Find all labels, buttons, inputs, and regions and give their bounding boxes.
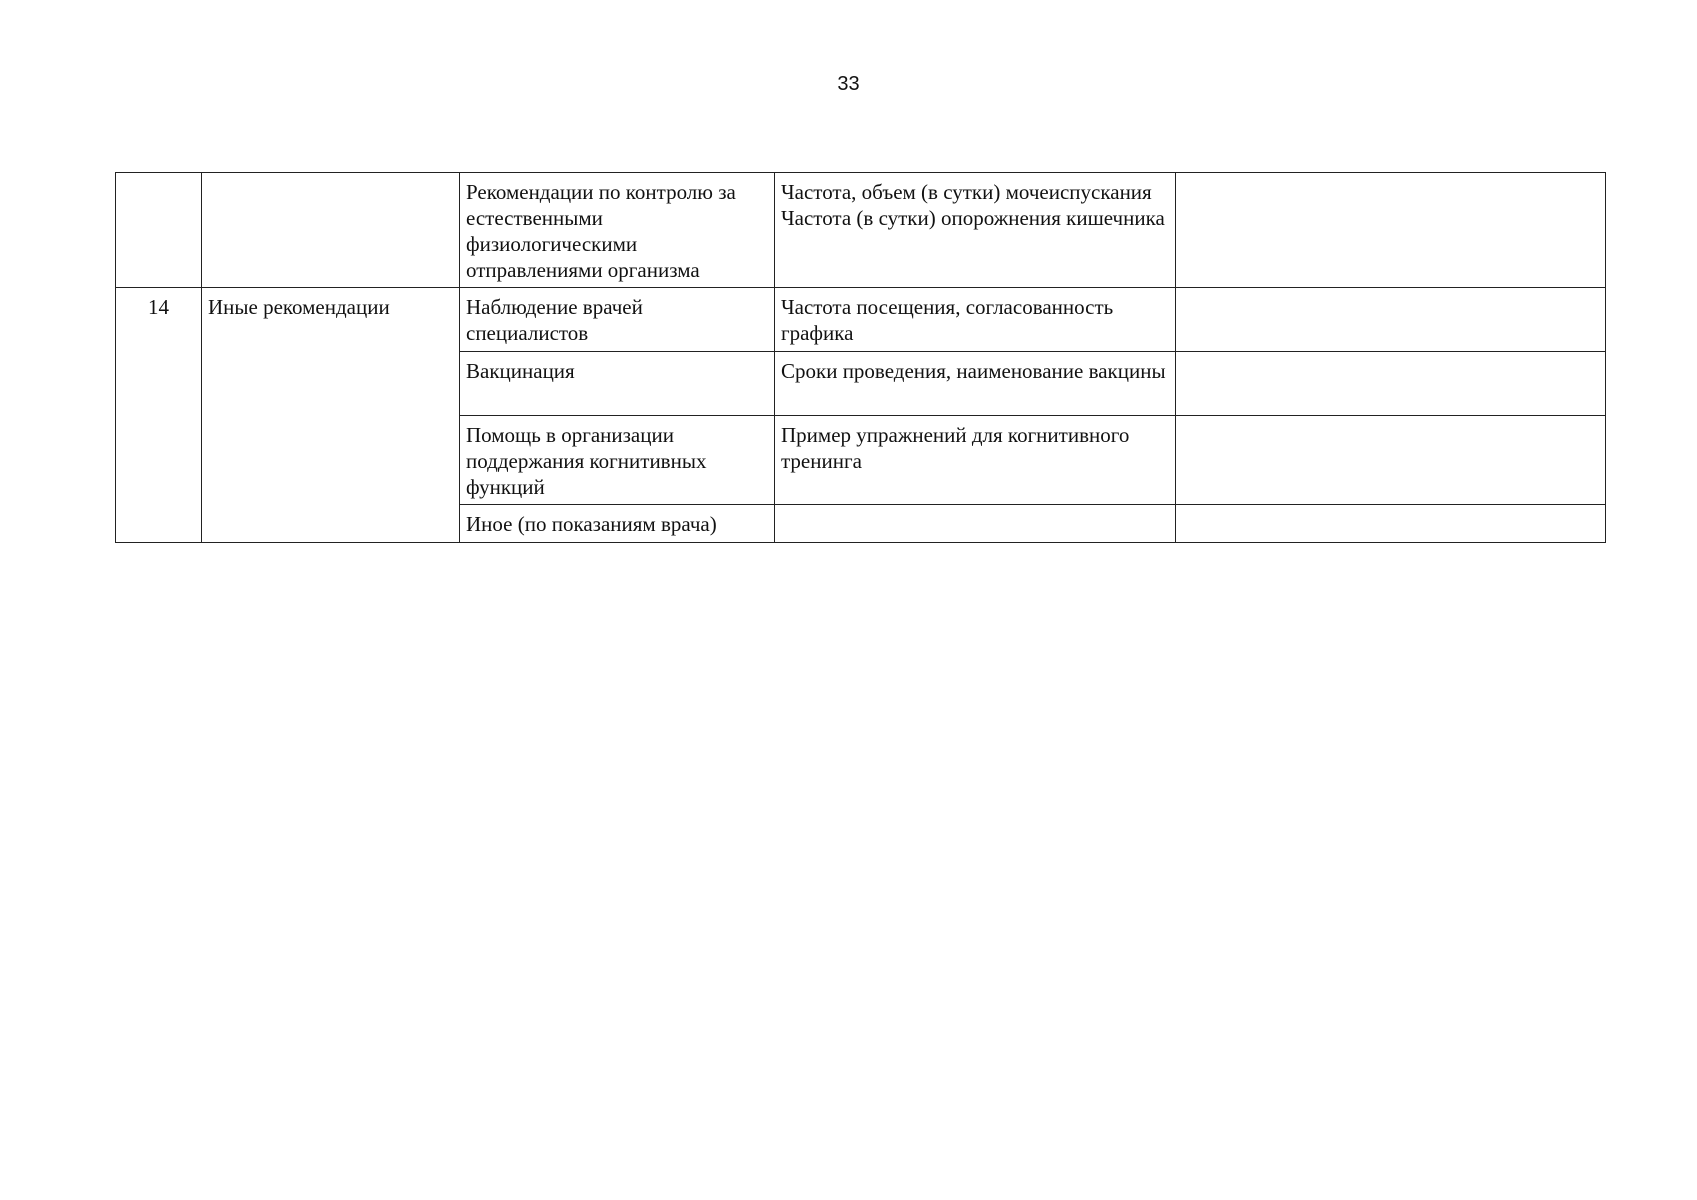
parameters-cell — [775, 416, 1176, 505]
table-row — [116, 173, 1606, 288]
category-cell — [202, 173, 460, 288]
note-cell — [1176, 352, 1606, 416]
parameters-cell — [775, 352, 1176, 416]
parameter-line: Пример упражнений для когнитивного тренинга — [781, 423, 1130, 473]
parameters-cell — [775, 288, 1176, 352]
parameter-line: Частота, объем (в сутки) мочеиспускания — [781, 180, 1152, 204]
parameters-cell — [775, 173, 1176, 288]
recommendation-cell: Вакцинация — [460, 352, 775, 416]
parameter-line: Частота посещения, согласованность графика — [781, 295, 1114, 345]
parameter-line: Частота (в сутки) опорожнения кишечника — [781, 206, 1165, 230]
row-number-cell — [116, 173, 202, 288]
recommendation-cell: Наблюдение врачей специалистов — [460, 288, 775, 352]
page-number: 33 — [837, 73, 860, 95]
recommendations-table — [115, 172, 1606, 543]
note-cell — [1176, 416, 1606, 505]
recommendation-cell: Помощь в организации поддержания когнитивных функций — [460, 416, 775, 505]
row-number-cell: 14 — [116, 288, 202, 543]
parameter-line: Сроки проведения, наименование вакцины — [781, 359, 1166, 383]
recommendation-cell: Рекомендации по контролю за естественными физиологическими отправлениями организма — [460, 173, 775, 288]
parameters-cell — [775, 505, 1176, 543]
recommendation-cell: Иное (по показаниям врача) — [460, 505, 775, 543]
category-cell: Иные рекомендации — [202, 288, 460, 543]
note-cell — [1176, 288, 1606, 352]
note-cell — [1176, 173, 1606, 288]
note-cell — [1176, 505, 1606, 543]
table-row — [116, 288, 1606, 352]
